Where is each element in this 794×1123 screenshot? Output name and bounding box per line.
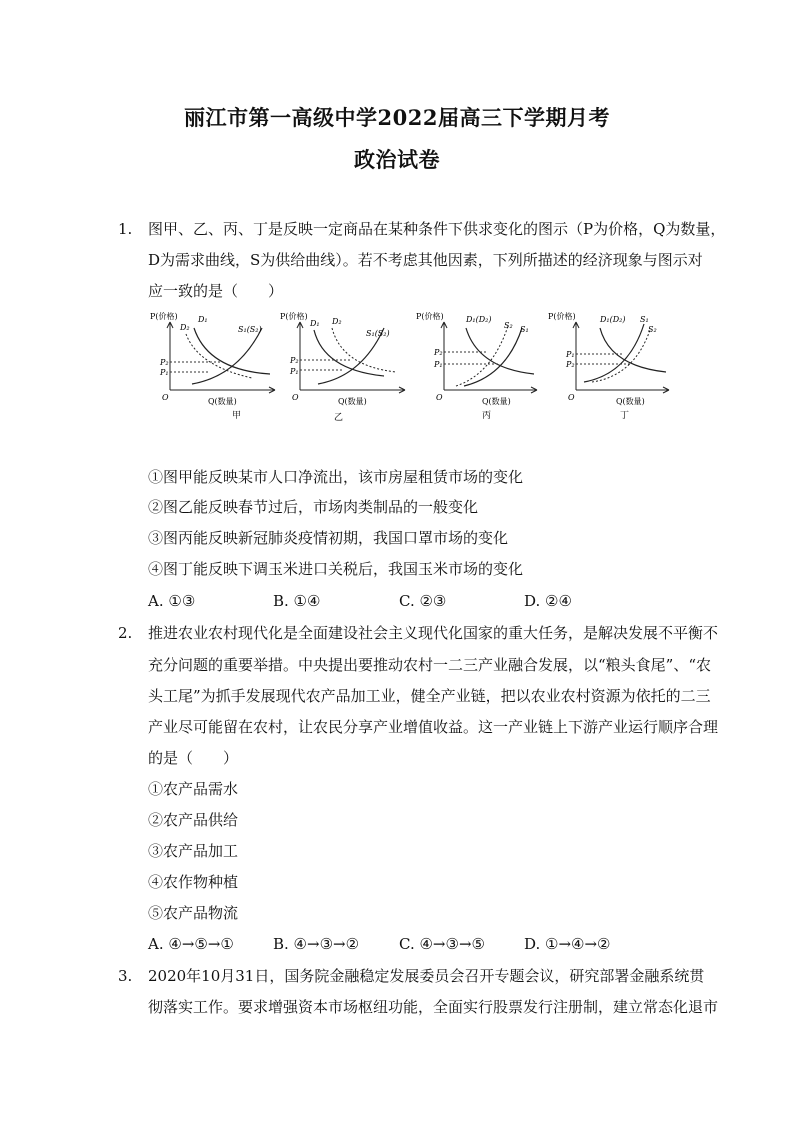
option-d[interactable]: D. ②④ xyxy=(524,592,572,610)
supply-curve-s2 xyxy=(456,326,508,386)
price-label-p2: P₂ xyxy=(160,358,169,367)
question-text-line: D为需求曲线，S为供给曲线）。若不考虑其他因素，下列所描述的经济现象与图示对 xyxy=(148,251,703,269)
curve-label-d: D₁(D₂) xyxy=(466,315,492,324)
statement: ②图乙能反映春节过后，市场肉类制品的一般变化 xyxy=(148,498,479,516)
curve-label-s1: S₁ xyxy=(640,315,649,324)
curve-label-d: D₁(D₂) xyxy=(600,315,626,324)
figure-caption: 乙 xyxy=(334,413,344,423)
curve-label-s2: S₂ xyxy=(648,325,657,334)
statement: ④图丁能反映下调玉米进口关税后，我国玉米市场的变化 xyxy=(148,560,524,578)
y-axis-label: P(价格) xyxy=(416,312,444,321)
question-text-line: 产业尽可能留在农村，让农民分享产业增值收益。这一产业链上下游产业运行顺序合理 xyxy=(148,718,719,736)
supply-curve-s1 xyxy=(464,328,522,386)
curve-label-d1: D₁ xyxy=(310,319,320,328)
y-axis-label: P(价格) xyxy=(280,312,308,321)
question-text-line: 头工尾”为抓手发展现代农产品加工业，健全产业链，把以农业农村资源为依托的二三 xyxy=(148,687,711,705)
question-text-line: 应一致的是（ ） xyxy=(148,282,284,300)
price-label-p2: P₂ xyxy=(290,356,299,365)
figure-jia-svg xyxy=(150,308,280,436)
x-axis-label: Q(数量) xyxy=(482,397,511,406)
origin-label: O xyxy=(292,393,299,402)
option-d[interactable]: D. ①→④→② xyxy=(524,935,611,953)
supply-demand-figures xyxy=(150,308,680,436)
curve-label-s2: S₂ xyxy=(504,321,513,330)
question-text-line: 的是（ ） xyxy=(148,749,239,767)
supply-curve-s1 xyxy=(584,324,644,382)
figure-bing-svg xyxy=(412,308,542,436)
question-text-line: 2020年10月31日，国务院金融稳定发展委员会召开专题会议，研究部署金融系统贯 xyxy=(148,967,705,985)
price-label-p1: P₁ xyxy=(160,368,169,377)
statement: ③农产品加工 xyxy=(148,842,239,860)
figure-ding xyxy=(544,308,674,436)
supply-curve xyxy=(192,328,262,384)
figure-caption: 甲 xyxy=(232,411,242,421)
price-label-p1: P₁ xyxy=(566,350,575,359)
price-label-p2: P₂ xyxy=(566,360,575,369)
x-axis-label: Q(数量) xyxy=(616,397,645,406)
curve-label-s: S₁(S₂) xyxy=(238,325,262,334)
statement: ②农产品供给 xyxy=(148,811,239,829)
question-text-line: 推进农业农村现代化是全面建设社会主义现代化国家的重大任务，是解决发展不平衡不 xyxy=(148,624,719,642)
origin-label: O xyxy=(162,393,169,402)
option-c[interactable]: C. ④→③→⑤ xyxy=(399,935,485,953)
statement: ④农作物种植 xyxy=(148,873,239,891)
option-a[interactable]: A. ④→⑤→① xyxy=(148,935,234,953)
question-text-line: 彻落实工作。要求增强资本市场枢纽功能，全面实行股票发行注册制，建立常态化退市 xyxy=(148,998,719,1016)
price-label-p1: P₁ xyxy=(434,360,443,369)
statement: ③图丙能反映新冠肺炎疫情初期，我国口罩市场的变化 xyxy=(148,529,509,547)
supply-curve-s2 xyxy=(592,330,650,382)
y-axis-label: P(价格) xyxy=(150,312,178,321)
statement: ①图甲能反映某市人口净流出，该市房屋租赁市场的变化 xyxy=(148,468,524,486)
figure-bing xyxy=(412,308,542,436)
curve-label-d2: D₂ xyxy=(180,323,190,332)
figure-caption: 丁 xyxy=(620,411,630,421)
question-number: 2. xyxy=(118,624,133,642)
option-b[interactable]: B. ①④ xyxy=(273,592,321,610)
curve-label-s1: S₁ xyxy=(520,325,529,334)
price-label-p1: P₁ xyxy=(290,367,299,376)
option-b[interactable]: B. ④→③→② xyxy=(273,935,360,953)
y-axis-label: P(价格) xyxy=(548,312,576,321)
x-axis-label: Q(数量) xyxy=(338,397,367,406)
origin-label: O xyxy=(436,393,443,402)
question-text-line: 充分问题的重要举措。中央提出要推动农村一二三产业融合发展，以“粮头食尾”、“农 xyxy=(148,656,712,674)
figure-caption: 丙 xyxy=(482,411,492,421)
curve-label-d1: D₁ xyxy=(198,315,208,324)
option-c[interactable]: C. ②③ xyxy=(399,592,447,610)
curve-label-d2: D₂ xyxy=(332,317,342,326)
figure-ding-svg xyxy=(544,308,674,436)
origin-label: O xyxy=(568,393,575,402)
price-label-p2: P₂ xyxy=(434,348,443,357)
figure-yi-svg xyxy=(280,308,410,436)
figure-yi xyxy=(280,308,410,436)
question-number: 3. xyxy=(118,967,133,985)
statement: ⑤农产品物流 xyxy=(148,904,239,922)
figure-jia xyxy=(150,308,280,436)
demand-curve xyxy=(600,328,666,372)
demand-curve xyxy=(466,328,534,374)
statement: ①农产品需水 xyxy=(148,780,239,798)
option-a[interactable]: A. ①③ xyxy=(148,592,196,610)
page-title: 丽江市第一高级中学2022届高三下学期月考 xyxy=(184,105,610,130)
curve-label-s: S₁(S₂) xyxy=(366,329,390,338)
question-text-line: 图甲、乙、丙、丁是反映一定商品在某种条件下供求变化的图示（P为价格，Q为数量， xyxy=(148,220,726,238)
demand-curve-d2 xyxy=(186,334,252,378)
x-axis-label: Q(数量) xyxy=(208,397,237,406)
page-subtitle: 政治试卷 xyxy=(354,147,440,172)
question-number: 1. xyxy=(118,220,133,238)
